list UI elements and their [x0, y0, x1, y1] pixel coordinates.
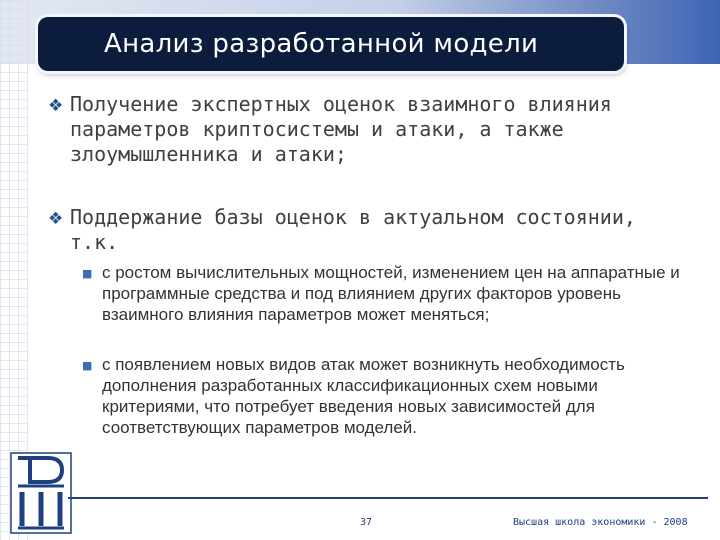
- sub-bullet-text: с появлением новых видов атак может возникнуть необходимость дополнения разработанных классификационных схем новыми критериями, что потребует введения новых зависимостей для соответствующих параметров моделей.: [102, 355, 625, 437]
- bullet-item: [48, 205, 678, 255]
- bullet-text: Поддержание базы оценок в актуальном состоянии, т.к.: [70, 205, 636, 254]
- slide-title: Анализ разработанной модели: [104, 29, 539, 59]
- bullet-text: Получение экспертных оценок взаимного влияния параметров криптосистемы и атаки, а также злоумышленника и атаки;: [70, 92, 612, 166]
- footer-divider: [68, 497, 708, 499]
- square-bullet-icon: ■: [82, 359, 93, 372]
- page-number: 37: [360, 517, 373, 528]
- university-logo: [10, 452, 72, 534]
- sub-bullet-text: с ростом вычислительных мощностей, изменением цен на аппаратные и программные средства и под влиянием других факторов уровень взаимного влияния параметров может меняться;: [102, 263, 680, 324]
- bullet-item: [48, 92, 678, 167]
- diamond-bullet-icon: ❖: [48, 209, 64, 229]
- sub-bullet-item: [82, 354, 694, 438]
- square-bullet-icon: ■: [82, 267, 93, 280]
- diamond-bullet-icon: ❖: [48, 96, 64, 116]
- sub-bullet-item: [82, 262, 694, 325]
- footer-organization: Высшая школа экономики - 2008: [513, 517, 688, 528]
